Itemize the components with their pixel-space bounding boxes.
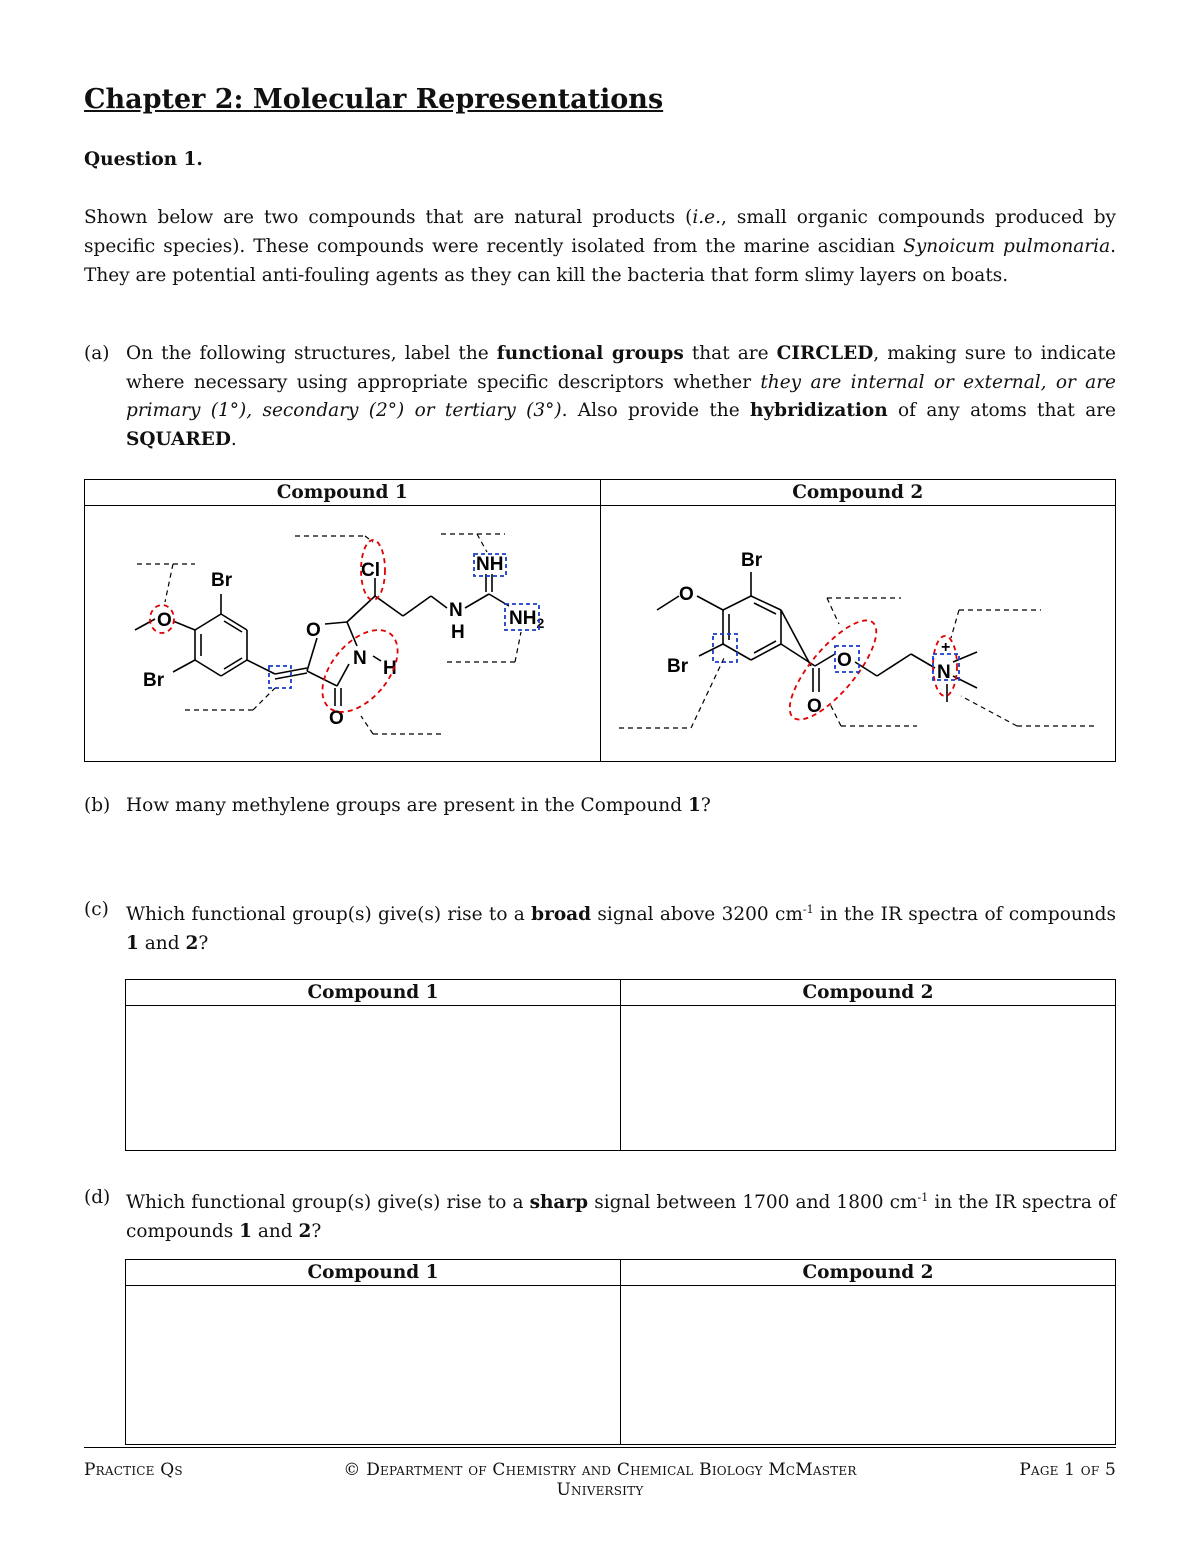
c2-plus: + [940,639,950,656]
part-b [84,792,1116,821]
compound1-structure [85,506,597,756]
part-c-b3: 2 [185,932,199,954]
part-d-answer-table [125,1259,1116,1445]
part-a-b1: functional groups [496,343,684,364]
part-b-text [126,792,1116,821]
c1-nh2: $NH_2$ [509,608,545,631]
part-a-label: (a) [84,343,110,364]
part-d-t1: Which functional group(s) give(s) rise to a [126,1192,530,1214]
part-a-b3: hybridization [749,400,888,421]
part-a-t3: , making sure to indicate where necessary using appropriate specific descriptors whether [126,343,1117,393]
part-d-t5: ? [311,1220,322,1242]
part-c-answer-compound1[interactable] [126,1006,621,1151]
part-a-b2: CIRCLED [776,343,874,364]
c1-nh: NH [476,554,504,575]
part-d-text [126,1184,1116,1246]
part-c-header-compound1: Compound 1 [126,980,621,1006]
part-d-label: (d) [84,1187,111,1208]
part-c-sup: -1 [802,903,814,916]
part-d-header-compound2: Compound 2 [621,1260,1116,1286]
c2-o-ester: O [836,650,852,671]
compound2-cell [600,506,1116,762]
compound2-structure [601,506,1113,756]
part-c-header-compound2: Compound 2 [621,980,1116,1006]
part-a-t1: On the following structures, label the [126,343,497,364]
c2-br-left: Br [666,656,688,677]
part-a-t2: that are [683,343,777,364]
page-title: Chapter 2: Molecular Representations [84,84,664,115]
part-c-t4: and [138,932,186,954]
part-a-t4: . Also provide the [561,400,750,421]
part-a-text [126,340,1116,454]
footer-rule [84,1447,1116,1448]
c1-cl: Cl [361,560,380,581]
part-d-t2: signal between 1700 and 1800 cm [588,1192,918,1214]
part-b-label: (b) [84,795,111,816]
c1-o-methoxy: O [157,610,172,631]
footer-page-number: Page 1 of 5 [1019,1460,1116,1480]
part-b-b1: 1 [687,795,701,816]
intro-text-2: , small organic compounds produced by specific species). These compounds were recently isolated from the marine ascidian [84,207,1116,257]
part-c-b2: 1 [126,932,139,954]
species-name: Synoicum pulmonaria [903,236,1111,257]
part-d-header-compound1: Compound 1 [126,1260,621,1286]
part-a [84,340,1116,454]
c1-o-ring: O [306,620,321,641]
c1-h-guanidine: H [451,622,465,643]
part-c-text [126,896,1116,958]
footer-left: Practice Qs [84,1460,183,1480]
c1-o-carbonyl: O [329,708,344,729]
structures-header-compound2: Compound 2 [600,480,1116,506]
part-c-answer-table [125,979,1116,1151]
part-c-t5: ? [198,932,209,954]
c2-o-methoxy: O [678,584,694,605]
part-d-answer-compound1[interactable] [126,1286,621,1445]
c1-br-top: Br [211,570,233,591]
question-label: Question 1. [84,149,203,170]
part-b-t1: How many methylene groups are present in the Compound [126,795,688,816]
structures-header-compound1: Compound 1 [85,480,601,506]
part-b-t2: ? [700,795,711,816]
footer-center: © Department of Chemistry and Chemical Biology McMaster University [343,1460,857,1500]
c2-br-top: Br [740,550,762,571]
intro-text-3: . They are potential anti-fouling agents as they can kill the bacteria that form slimy layers on boats. [84,236,1116,286]
part-d-t3: in the IR spectra of compounds [126,1192,1117,1242]
c1-br-bottom: Br [143,670,165,691]
part-d-b3: 2 [298,1220,312,1242]
compound1-cell [85,506,601,762]
c1-h-ring: H [383,658,397,679]
part-c [84,896,1116,958]
c2-n-plus: N [936,662,951,683]
part-c-t2: signal above 3200 cm [591,904,803,926]
part-d-sup: -1 [917,1191,929,1204]
c1-n-ring: N [353,648,367,669]
part-c-label: (c) [84,899,109,920]
part-c-t3: in the IR spectra of compounds [813,904,1116,926]
part-a-i1: they are internal or external, or are primary (1°), secondary (2°) or tertiary (3°) [126,371,1116,421]
part-c-t1: Which functional group(s) give(s) rise to a [126,904,532,926]
part-d [84,1184,1116,1246]
intro-paragraph [84,203,1116,290]
intro-ie: i.e. [692,207,721,228]
intro-text-1: Shown below are two compounds that are natural products ( [84,207,693,228]
part-a-t5: of any atoms that are [887,400,1117,421]
part-d-b1: sharp [529,1192,589,1214]
part-a-t6: . [230,428,237,450]
c2-o-carbonyl: O [806,696,822,717]
c1-n-guanidine: N [449,600,463,621]
part-d-b2: 1 [239,1220,252,1242]
part-d-t4: and [251,1220,299,1242]
part-d-answer-compound2[interactable] [621,1286,1116,1445]
part-c-answer-compound2[interactable] [621,1006,1116,1151]
structures-table [84,479,1116,762]
part-c-b1: broad [531,904,592,926]
part-a-b4: SQUARED [126,428,231,450]
